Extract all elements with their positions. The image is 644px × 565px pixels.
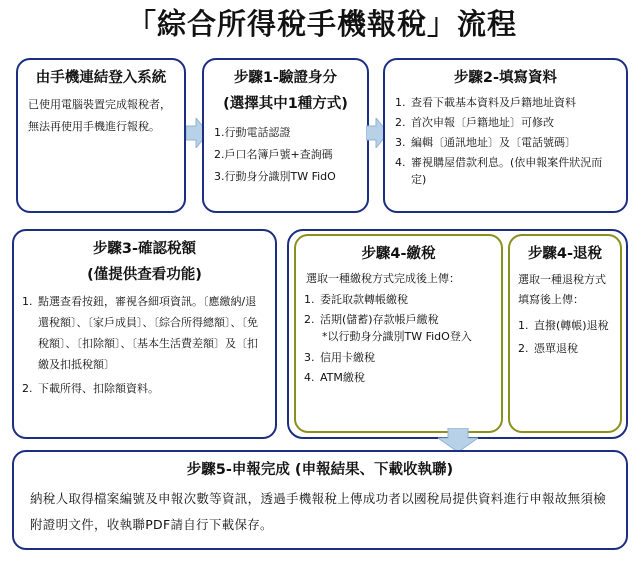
step4-refund-heading: 步驟4-退稅	[527, 246, 603, 262]
step4-refund-box	[508, 234, 622, 433]
step4-pay-item: 3. 信用卡繳稅	[304, 351, 375, 364]
page-title: 「綜合所得稅手機報稅」流程	[126, 7, 517, 41]
login-box	[16, 58, 186, 213]
step4-pay-intro: 選取一種繳稅方式完成後上傳：	[306, 272, 460, 285]
step1-item: 3.行動身分識別TW FidO	[214, 170, 336, 183]
step3-heading: 步驟3-確認稅額	[92, 241, 197, 257]
step4-refund-intro: 選取一種退稅方式填寫後上傳：	[518, 273, 606, 306]
step4-pay-box	[294, 234, 503, 433]
step4-pay-item: 1. 委託取款轉帳繳稅	[304, 293, 408, 306]
step3-box	[12, 229, 277, 439]
step3-item: 2. 下載所得、扣除額資料。	[22, 382, 159, 395]
login-text: 已使用電腦裝置完成報稅者，無法再使用手機進行報稅。	[28, 98, 171, 133]
step4-refund-item: 2. 憑單退稅	[518, 342, 578, 355]
login-heading: 由手機連結登入系統	[35, 70, 167, 86]
step4-pay-note: *以行動身分識別TW FidO登入	[322, 330, 472, 343]
step2-item: 2. 首次申報〔戶籍地址〕可修改	[395, 116, 554, 129]
step2-item: 3. 編輯〔通訊地址〕及〔電話號碼〕	[395, 136, 576, 149]
step2-item: 4. 審視購屋借款利息。(依申報案件狀況而定)	[395, 156, 603, 186]
step5-text: 納稅人取得檔案編號及申報次數等資訊，透過手機報稅上傳成功者以國稅局提供資料進行申報故無須檢附證明文件，收執聯PDF請自行下載保存。	[30, 491, 607, 532]
step4-pay-item: 2. 活期(儲蓄)存款帳戶繳稅	[304, 313, 439, 326]
step3-item: 1. 點選查看按鈕，審視各細項資訊。〔應繳納/退還稅額〕、〔家戶成員〕、〔綜合所得總額〕、〔免稅額〕、〔扣除額〕、〔基本生活費差額〕及〔扣繳及扣抵稅額〕	[22, 295, 258, 371]
step2-box	[383, 58, 628, 213]
step4-pay-heading: 步驟4-繳稅	[361, 246, 436, 262]
step4-refund-item: 1. 直撥(轉帳)退稅	[518, 319, 609, 332]
step5-heading: 步驟5-申報完成 (申報結果、下載收執聯)	[186, 462, 454, 478]
step1-item: 1.行動電話認證	[214, 126, 291, 139]
step1-heading: 步驟1-驗證身分	[233, 70, 338, 86]
step1-item: 2.戶口名簿戶號+查詢碼	[214, 148, 333, 161]
step2-item: 1. 查看下載基本資料及戶籍地址資料	[395, 96, 576, 109]
step5-box	[12, 450, 628, 550]
step1-subheading: (選擇其中1種方式)	[223, 96, 348, 112]
step2-heading: 步驟2-填寫資料	[453, 70, 558, 86]
step4-pay-item: 4. ATM繳稅	[304, 371, 365, 384]
arrow-down-icon	[438, 428, 478, 452]
step3-subheading: (僅提供查看功能)	[87, 267, 202, 283]
step1-box	[202, 58, 369, 213]
